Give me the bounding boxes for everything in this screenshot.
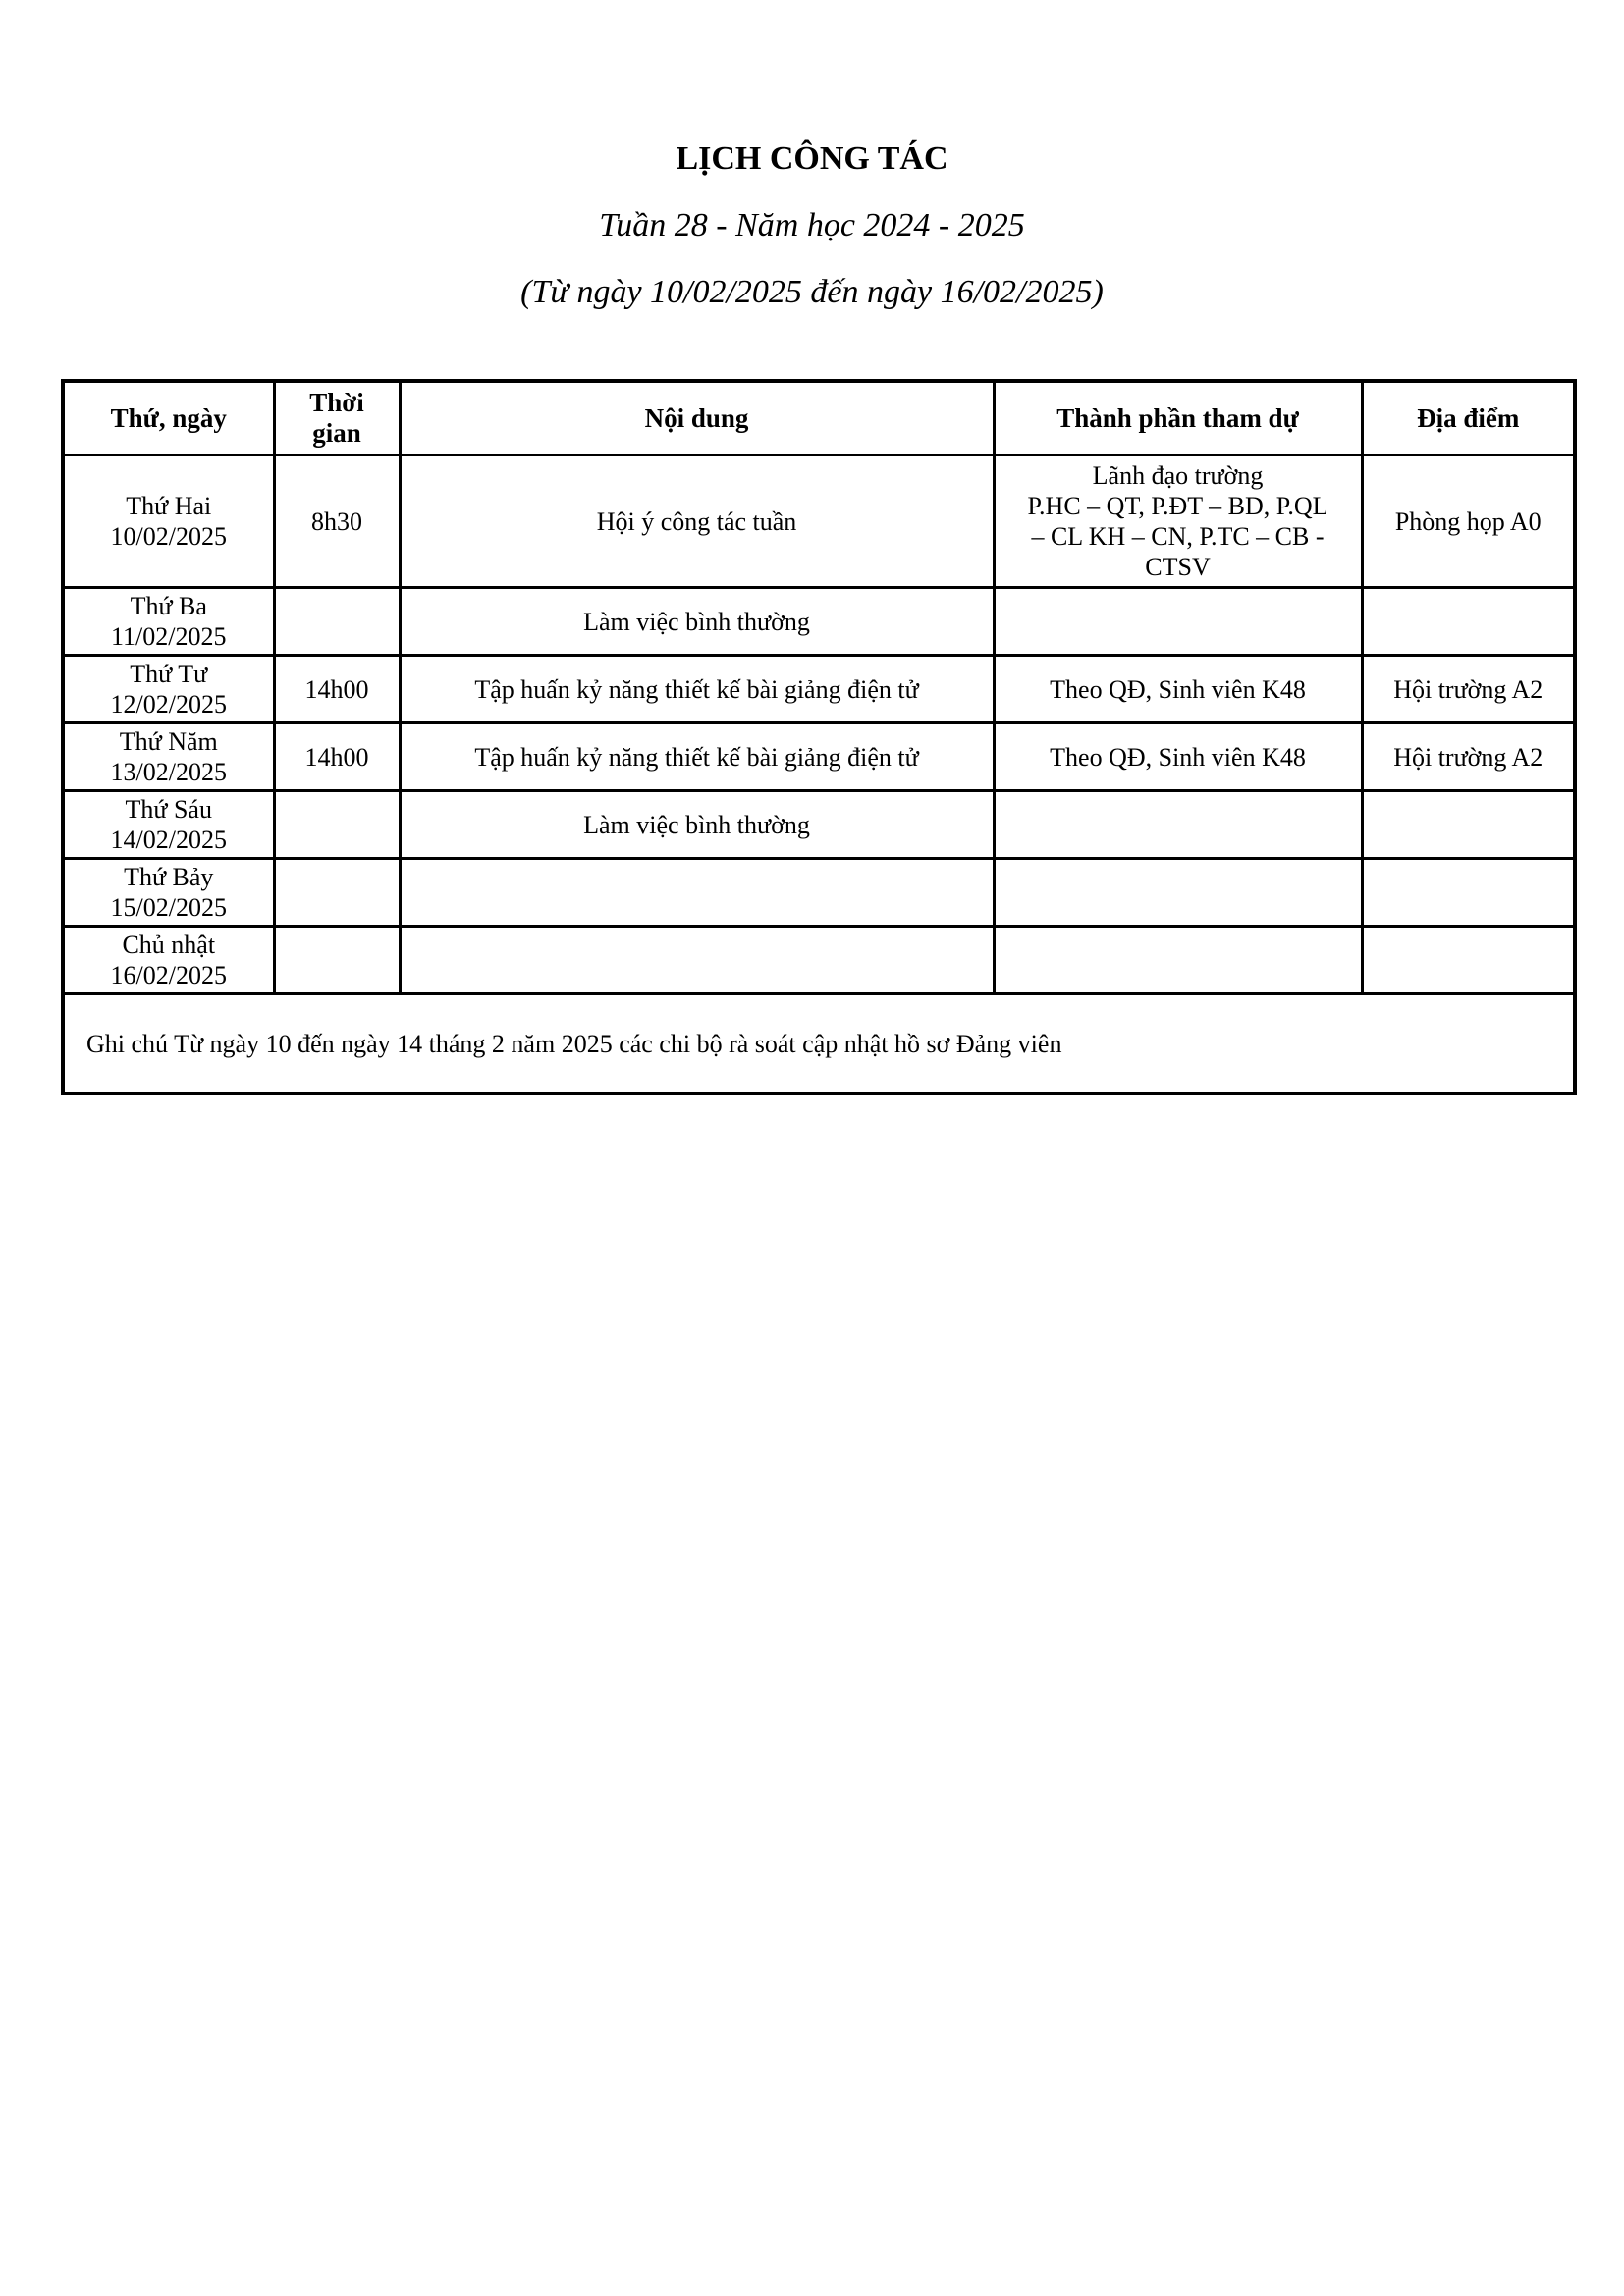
column-header-participants: Thành phần tham dự: [994, 381, 1362, 455]
participants-line: Lãnh đạo trường: [1092, 461, 1264, 490]
schedule-table: [61, 379, 1577, 1095]
location-cell: [1362, 791, 1575, 859]
location-cell: Hội trường A2: [1362, 656, 1575, 723]
note-row: [63, 994, 1575, 1095]
table-row: [63, 588, 1575, 656]
column-header-time: [274, 381, 400, 455]
location-cell: [1362, 588, 1575, 656]
day-date: 11/02/2025: [111, 622, 227, 651]
time-cell: [274, 588, 400, 656]
content-cell: [400, 927, 994, 994]
table-row: [63, 927, 1575, 994]
day-cell: [63, 588, 274, 656]
time-cell: 8h30: [274, 455, 400, 588]
day-cell: [63, 455, 274, 588]
day-date: 14/02/2025: [110, 826, 227, 854]
date-range: (Từ ngày 10/02/2025 đến ngày 16/02/2025): [520, 274, 1104, 310]
location-cell: Hội trường A2: [1362, 723, 1575, 791]
day-cell: [63, 723, 274, 791]
participants-line: P.HC – QT, P.ĐT – BD, P.QL: [1027, 492, 1328, 520]
participants-cell: [994, 588, 1362, 656]
participants-cell: [994, 859, 1362, 927]
content-cell: Tập huấn kỷ năng thiết kế bài giảng điện tử: [400, 723, 994, 791]
time-cell: 14h00: [274, 723, 400, 791]
day-name: Chủ nhật: [122, 931, 216, 959]
participants-line: Theo QĐ, Sinh viên K48: [1050, 674, 1306, 704]
document-header: [0, 126, 1624, 326]
content-cell: Làm việc bình thường: [400, 588, 994, 656]
participants-cell: [994, 723, 1362, 791]
table-row: [63, 723, 1575, 791]
column-header-day: Thứ, ngày: [63, 381, 274, 455]
participants-line: CTSV: [1145, 553, 1211, 581]
day-name: Thứ Năm: [119, 727, 218, 756]
schedule-body: [63, 455, 1575, 994]
content-cell: Tập huấn kỷ năng thiết kế bài giảng điện tử: [400, 656, 994, 723]
participants-cell: [994, 927, 1362, 994]
page-title: LỊCH CÔNG TÁC: [676, 140, 948, 177]
day-cell: [63, 656, 274, 723]
time-cell: 14h00: [274, 656, 400, 723]
note-text: Ghi chú Từ ngày 10 đến ngày 14 tháng 2 năm 2025 các chi bộ rà soát cập nhật hồ sơ Đảng viên: [63, 994, 1575, 1095]
day-cell: [63, 791, 274, 859]
day-cell: [63, 859, 274, 927]
participants-line: Theo QĐ, Sinh viên K48: [1050, 742, 1306, 772]
day-date: 13/02/2025: [110, 758, 227, 786]
column-header-content: Nội dung: [400, 381, 994, 455]
day-name: Thứ Sáu: [125, 795, 212, 824]
content-cell: Làm việc bình thường: [400, 791, 994, 859]
table-row: [63, 455, 1575, 588]
time-cell: [274, 927, 400, 994]
day-name: Thứ Hai: [126, 492, 212, 520]
column-header-time-line: Thời: [309, 388, 364, 417]
table-row: [63, 859, 1575, 927]
column-header-location: Địa điểm: [1362, 381, 1575, 455]
participants-line: – CL KH – CN, P.TC – CB -: [1031, 522, 1325, 551]
day-date: 16/02/2025: [110, 961, 227, 989]
participants-cell: [994, 455, 1362, 588]
day-cell: [63, 927, 274, 994]
table-row: [63, 656, 1575, 723]
table-row: [63, 791, 1575, 859]
participants-cell: [994, 791, 1362, 859]
location-cell: Phòng họp A0: [1362, 455, 1575, 588]
column-header-time-line: gian: [312, 418, 361, 448]
content-cell: Hội ý công tác tuần: [400, 455, 994, 588]
day-name: Thứ Bảy: [124, 863, 214, 891]
day-name: Thứ Ba: [130, 592, 207, 620]
page-subtitle: Tuần 28 - Năm học 2024 - 2025: [599, 207, 1025, 243]
day-date: 15/02/2025: [110, 893, 227, 922]
table-header-row: [63, 381, 1575, 455]
time-cell: [274, 791, 400, 859]
day-date: 10/02/2025: [110, 522, 227, 551]
content-cell: [400, 859, 994, 927]
location-cell: [1362, 927, 1575, 994]
participants-cell: [994, 656, 1362, 723]
day-date: 12/02/2025: [110, 690, 227, 719]
location-cell: [1362, 859, 1575, 927]
day-name: Thứ Tư: [130, 660, 208, 688]
time-cell: [274, 859, 400, 927]
